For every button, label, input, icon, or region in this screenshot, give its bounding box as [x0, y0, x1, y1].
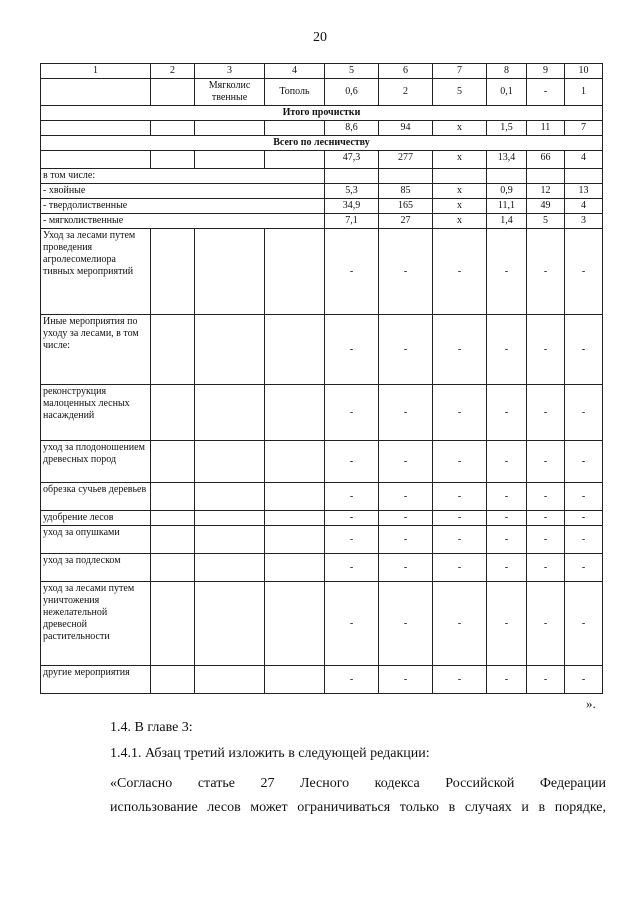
table-cell: 49 [527, 199, 565, 214]
section-title: Всего по лесничеству [41, 136, 603, 151]
table-cell [265, 526, 325, 554]
activity-label: уход за опушками [41, 526, 151, 554]
table-cell: 4 [565, 199, 603, 214]
activity-label: уход за лесами путем уничтожения нежелательной древесной растительности [41, 582, 151, 666]
section-title: Итого прочистки [41, 106, 603, 121]
dash-cell: - [379, 229, 433, 315]
activity-row [41, 554, 603, 582]
activity-label: удобрение лесов [41, 511, 151, 526]
table-cell: 7,1 [325, 214, 379, 229]
dash-cell: - [325, 554, 379, 582]
table-cell: х [433, 184, 487, 199]
section-row [41, 106, 603, 121]
table-cell [151, 441, 195, 483]
dash-cell: - [433, 315, 487, 385]
table-cell: 13,4 [487, 151, 527, 169]
dash-cell: - [433, 385, 487, 441]
table-cell [487, 169, 527, 184]
header-cell: 2 [151, 64, 195, 79]
dash-cell: - [565, 526, 603, 554]
dash-cell: - [527, 582, 565, 666]
table-cell [41, 79, 151, 106]
header-cell: 7 [433, 64, 487, 79]
dash-cell: - [487, 526, 527, 554]
activity-row [41, 526, 603, 554]
table-cell [41, 121, 151, 136]
table-cell [151, 666, 195, 694]
table-row [41, 184, 603, 199]
activity-row [41, 441, 603, 483]
table-cell: Мягколис твенные [195, 79, 265, 106]
table-cell [151, 151, 195, 169]
table-cell [151, 79, 195, 106]
dash-cell: - [527, 441, 565, 483]
dash-cell: - [379, 483, 433, 511]
activity-label: реконструкция малоценных лесных насаждений [41, 385, 151, 441]
table-cell: 94 [379, 121, 433, 136]
dash-cell: - [379, 526, 433, 554]
activity-label: Иные мероприятия по уходу за лесами, в том числе: [41, 315, 151, 385]
table-cell: 7 [565, 121, 603, 136]
table-cell [151, 121, 195, 136]
header-cell: 10 [565, 64, 603, 79]
activity-row [41, 229, 603, 315]
dash-cell: - [527, 554, 565, 582]
table-cell: 1,4 [487, 214, 527, 229]
dash-cell: - [379, 315, 433, 385]
header-cell: 1 [41, 64, 151, 79]
dash-cell: - [433, 666, 487, 694]
dash-cell: - [379, 666, 433, 694]
row-label: - мягколиственные [41, 214, 325, 229]
table-cell [151, 582, 195, 666]
page-number: 20 [313, 30, 327, 45]
dash-cell: - [487, 315, 527, 385]
table-cell [265, 511, 325, 526]
row-label: в том числе: [41, 169, 325, 184]
dash-cell: - [487, 483, 527, 511]
table-cell: 0,1 [487, 79, 527, 106]
dash-cell: - [433, 511, 487, 526]
activity-label: обрезка сучьев деревьев [41, 483, 151, 511]
table-cell [265, 441, 325, 483]
table-cell: 4 [565, 151, 603, 169]
header-cell: 6 [379, 64, 433, 79]
table-cell [265, 315, 325, 385]
table-cell: 5,3 [325, 184, 379, 199]
dash-cell: - [527, 385, 565, 441]
dash-cell: - [325, 526, 379, 554]
header-cell: 3 [195, 64, 265, 79]
closing-quote-mark: ». [586, 696, 596, 711]
table-cell: х [433, 199, 487, 214]
table-cell [265, 151, 325, 169]
table-cell [195, 666, 265, 694]
dash-cell: - [487, 229, 527, 315]
dash-cell: - [487, 582, 527, 666]
activity-label: другие мероприятия [41, 666, 151, 694]
activity-label: уход за подлеском [41, 554, 151, 582]
forestry-table [40, 63, 603, 694]
table-cell [151, 315, 195, 385]
table-cell: 1 [565, 79, 603, 106]
dash-cell: - [527, 315, 565, 385]
dash-cell: - [565, 315, 603, 385]
table-cell [195, 483, 265, 511]
dash-cell: - [379, 385, 433, 441]
row-label: - твердолиственные [41, 199, 325, 214]
dash-cell: - [565, 511, 603, 526]
dash-cell: - [487, 441, 527, 483]
dash-cell: - [433, 483, 487, 511]
table-row [41, 151, 603, 169]
activity-row [41, 315, 603, 385]
table-cell [151, 511, 195, 526]
table-cell: х [433, 121, 487, 136]
table-cell [265, 483, 325, 511]
activity-row [41, 582, 603, 666]
header-cell: 8 [487, 64, 527, 79]
table-cell [265, 582, 325, 666]
table-cell [195, 121, 265, 136]
header-cell: 4 [265, 64, 325, 79]
paragraph-chapter-3: 1.4. В главе 3: [110, 720, 193, 735]
dash-cell: - [565, 483, 603, 511]
dash-cell: - [527, 511, 565, 526]
table-cell: 8,6 [325, 121, 379, 136]
dash-cell: - [487, 666, 527, 694]
dash-cell: - [325, 483, 379, 511]
table-cell: 11,1 [487, 199, 527, 214]
table-cell [195, 582, 265, 666]
table-cell: 34,9 [325, 199, 379, 214]
dash-cell: - [565, 441, 603, 483]
row-label: - хвойные [41, 184, 325, 199]
dash-cell: - [325, 229, 379, 315]
table-cell [151, 483, 195, 511]
dash-cell: - [325, 315, 379, 385]
table-cell [195, 151, 265, 169]
dash-cell: - [565, 385, 603, 441]
dash-cell: - [433, 526, 487, 554]
table-cell [195, 554, 265, 582]
table-cell: 5 [527, 214, 565, 229]
dash-cell: - [565, 666, 603, 694]
table-cell: 27 [379, 214, 433, 229]
table-row [41, 199, 603, 214]
table-cell [151, 554, 195, 582]
table-cell [265, 385, 325, 441]
table-cell: - [527, 79, 565, 106]
paragraph-quote-line-1: «Согласно статье 27 Лесного кодекса Российской Федерации [110, 776, 606, 791]
table-cell [433, 169, 487, 184]
table-cell [565, 169, 603, 184]
table-cell: х [433, 214, 487, 229]
table-cell [195, 385, 265, 441]
dash-cell: - [379, 441, 433, 483]
table-cell: х [433, 151, 487, 169]
table-cell: 85 [379, 184, 433, 199]
dash-cell: - [527, 229, 565, 315]
table-cell [195, 229, 265, 315]
table-cell: 66 [527, 151, 565, 169]
dash-cell: - [433, 229, 487, 315]
table-cell [41, 151, 151, 169]
activity-row [41, 483, 603, 511]
table-cell [151, 385, 195, 441]
header-cell: 9 [527, 64, 565, 79]
section-row [41, 136, 603, 151]
table-row [41, 169, 603, 184]
table-cell [195, 315, 265, 385]
dash-cell: - [325, 582, 379, 666]
dash-cell: - [325, 441, 379, 483]
table-row [41, 214, 603, 229]
dash-cell: - [379, 554, 433, 582]
table-cell [527, 169, 565, 184]
dash-cell: - [565, 229, 603, 315]
dash-cell: - [527, 526, 565, 554]
header-cell: 5 [325, 64, 379, 79]
table-cell: 47,3 [325, 151, 379, 169]
dash-cell: - [325, 511, 379, 526]
table-cell [195, 441, 265, 483]
table-cell [151, 229, 195, 315]
table-row [41, 79, 603, 106]
dash-cell: - [325, 385, 379, 441]
paragraph-item-1-4-1: 1.4.1. Абзац третий изложить в следующей редакции: [110, 746, 430, 761]
dash-cell: - [487, 385, 527, 441]
activity-label: Уход за лесами путем проведения агролесомелиора тивных мероприятий [41, 229, 151, 315]
table-cell: 3 [565, 214, 603, 229]
table-cell: 0,9 [487, 184, 527, 199]
table-cell: 0,6 [325, 79, 379, 106]
table-cell [325, 169, 379, 184]
dash-cell: - [527, 666, 565, 694]
table-cell: Тополь [265, 79, 325, 106]
table-cell: 277 [379, 151, 433, 169]
table-cell [195, 526, 265, 554]
table-cell [195, 511, 265, 526]
table-cell: 5 [433, 79, 487, 106]
dash-cell: - [379, 511, 433, 526]
table-cell: 2 [379, 79, 433, 106]
paragraph-quote-line-2: использование лесов может ограничиваться только в случаях и в порядке, [110, 800, 606, 815]
table-cell: 12 [527, 184, 565, 199]
dash-cell: - [565, 582, 603, 666]
dash-cell: - [487, 511, 527, 526]
dash-cell: - [527, 483, 565, 511]
table-cell [151, 526, 195, 554]
activity-row [41, 385, 603, 441]
dash-cell: - [433, 554, 487, 582]
table-cell [265, 666, 325, 694]
table-cell: 11 [527, 121, 565, 136]
activity-label: уход за плодоношением древесных пород [41, 441, 151, 483]
dash-cell: - [487, 554, 527, 582]
table-cell: 13 [565, 184, 603, 199]
dash-cell: - [433, 582, 487, 666]
activity-row [41, 666, 603, 694]
table-cell [265, 229, 325, 315]
table-cell [265, 554, 325, 582]
table-cell [379, 169, 433, 184]
dash-cell: - [565, 554, 603, 582]
dash-cell: - [325, 666, 379, 694]
dash-cell: - [379, 582, 433, 666]
table-cell: 165 [379, 199, 433, 214]
table-row [41, 121, 603, 136]
activity-row [41, 511, 603, 526]
table-cell: 1,5 [487, 121, 527, 136]
table-header-row [41, 64, 603, 79]
table-cell [265, 121, 325, 136]
dash-cell: - [433, 441, 487, 483]
